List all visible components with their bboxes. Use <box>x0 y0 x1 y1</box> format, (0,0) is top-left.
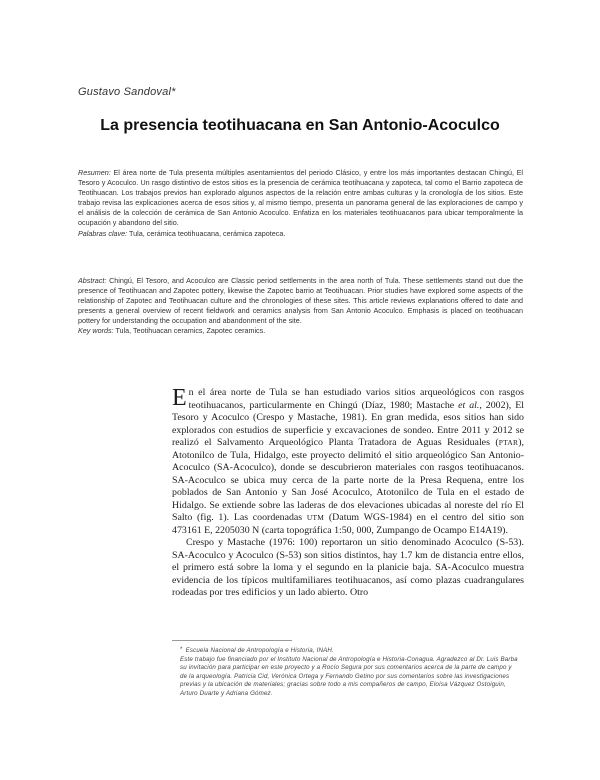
article-body <box>172 387 524 600</box>
key-words-label: Key words: <box>78 326 114 336</box>
article-title: La presencia teotihuacana en San Antonio-Acoculco <box>100 117 500 134</box>
body-p1-etal: et al. <box>458 399 480 411</box>
key-words <box>78 326 523 336</box>
palabras-clave <box>78 229 523 239</box>
body-p1-ptar: PTAR <box>498 438 519 447</box>
body-p1-part-c: ), Atotonilco de Tula, Hidalgo, este proyecto delimitó el sitio arqueológico San Antonio-Acoculco (SA-Acoculco), donde se descubrieron materiales con rasgos teotihuacanos. SA-Acoculco se ubica muy cerca de la parte norte de la Presa Requena, entre los poblados de San Antonio y San José Acoculco, Atotonilco de Tula en el estado de Hidalgo. Se extiende sobre las laderas de dos elevaciones ubicadas al noreste del río El Salto (fig. 1). Las coordenadas <box>172 437 524 523</box>
footnote-mark: * <box>180 646 183 653</box>
footnote-acknowledgement: Este trabajo fue financiado por el Instituto Nacional de Antropología e Historia-Conagua. Agradezco al Dr. Luis Barba su invitación para participar en este proyecto y a Rocío Segura por sus comentarios acerca de la parte de campo y de la arqueología. Patricia Cid, Verónica Ortega y Fernando Getino por sus comentarios sobre las investigaciones previas y la ubicación de materiales; gracias sobre todo a mis compañeros de campo, Eloísa Vázquez Ostoiguin, Arturo Duarte y Adriana Gómez. <box>180 655 518 697</box>
author-name: Gustavo Sandoval* <box>78 86 176 98</box>
body-p1-utm: UTM <box>306 513 325 522</box>
resumen-label: Resumen: <box>78 168 111 177</box>
footnote-divider <box>172 640 292 641</box>
resumen-block <box>78 168 523 239</box>
palabras-clave-label: Palabras clave: <box>78 228 128 238</box>
footnote-line-1: Escuela Nacional de Antropología e Historia, INAH. <box>185 647 334 654</box>
abstract-label: Abstract: <box>78 276 107 285</box>
body-paragraph-2: Crespo y Mastache (1976: 100) reportaron un sitio denominado Acoculco (S-53). SA-Acoculco y Acoculco (S-53) son sitios distintos, hay 1.7 km de distancia entre ellos, el primero está sobre la loma y el segundo en la planicie baja. SA-Acoculco muestra evidencia de los típicos multifamiliares teotihuacanos, así como plazas cuadrangulares rodeadas por tres edificios y un lado abierto. Otro <box>172 537 524 598</box>
footnote-affiliation <box>180 647 520 656</box>
palabras-clave-text: Tula, cerámica teotihuacana, cerámica zapoteca. <box>129 228 286 238</box>
body-p1-part-b: , 2002), El Tesoro y Acoculco (Crespo y Mastache, 1981). En gran medida, esos sitios han sido explorados con estudios de superficie y excavaciones de sondeo. Entre 2011 y 2012 se realizó el Salvamento Arqueológico Planta Tratadora de Aguas Residuales ( <box>172 399 524 448</box>
body-p1-part-d: (Datum WGS-1984) en el centro del sitio son 473161 E, 2205030 N (carta topográfica 1:50, 000, Zumpango de Ocampo E14A19). <box>172 512 524 536</box>
abstract-text: Chingú, El Tesoro, and Acoculco are Classic period settlements in the area north of Tula. These settlements stand out due the presence of Teotihuacan and Zapotec pottery, likewise the Zapotec barrio at Teotihuacan. Prior studies have explored some aspects of the relationship of Zapotec and Teotihuacan culture and the chronologies of these sites. This article reviews explanations offered to date and presents a general overview of recent fieldwork and ceramics analysis from San Antonio Acoculco. Emphasis is placed on teotihuacan pottery for understanding the occupation and abandonment of the site. <box>78 276 524 326</box>
key-words-text: Tula, Teotihuacan ceramics, Zapotec ceramics. <box>115 326 266 336</box>
abstract-block <box>78 276 523 337</box>
drop-cap: E <box>172 385 187 411</box>
body-p1-part-a: n el área norte de Tula se han estudiado varios sitios arqueológicos con rasgos teotihuacanos, particularmente en Chingú (Díaz, 1980; Mastache <box>188 387 524 411</box>
resumen-text: El área norte de Tula presenta múltiples asentamientos del periodo Clásico, y entre los más importantes destacan Chingú, El Tesoro y Acoculco. Un rasgo distintivo de estos sitios es la presencia de cerámica teotihuacana y zapoteca, tal como el Barrio zapoteca de Teotihuacan. Los trabajos previos han explorado algunos aspectos de la relación entre ambas culturas y la cronología de los sitios. Este trabajo revisa las explicaciones acerca de esos sitios y, al mismo tiempo, presenta un panorama general de las exploraciones de campo y el análisis de la colección de cerámica de San Antonio Acoculco. Enfatiza en los materiales teotihuacanos para ubicar temporalmente la ocupación y abandono del sitio. <box>78 168 523 228</box>
footnotes <box>180 647 520 699</box>
body-paragraph-1 <box>172 387 524 537</box>
